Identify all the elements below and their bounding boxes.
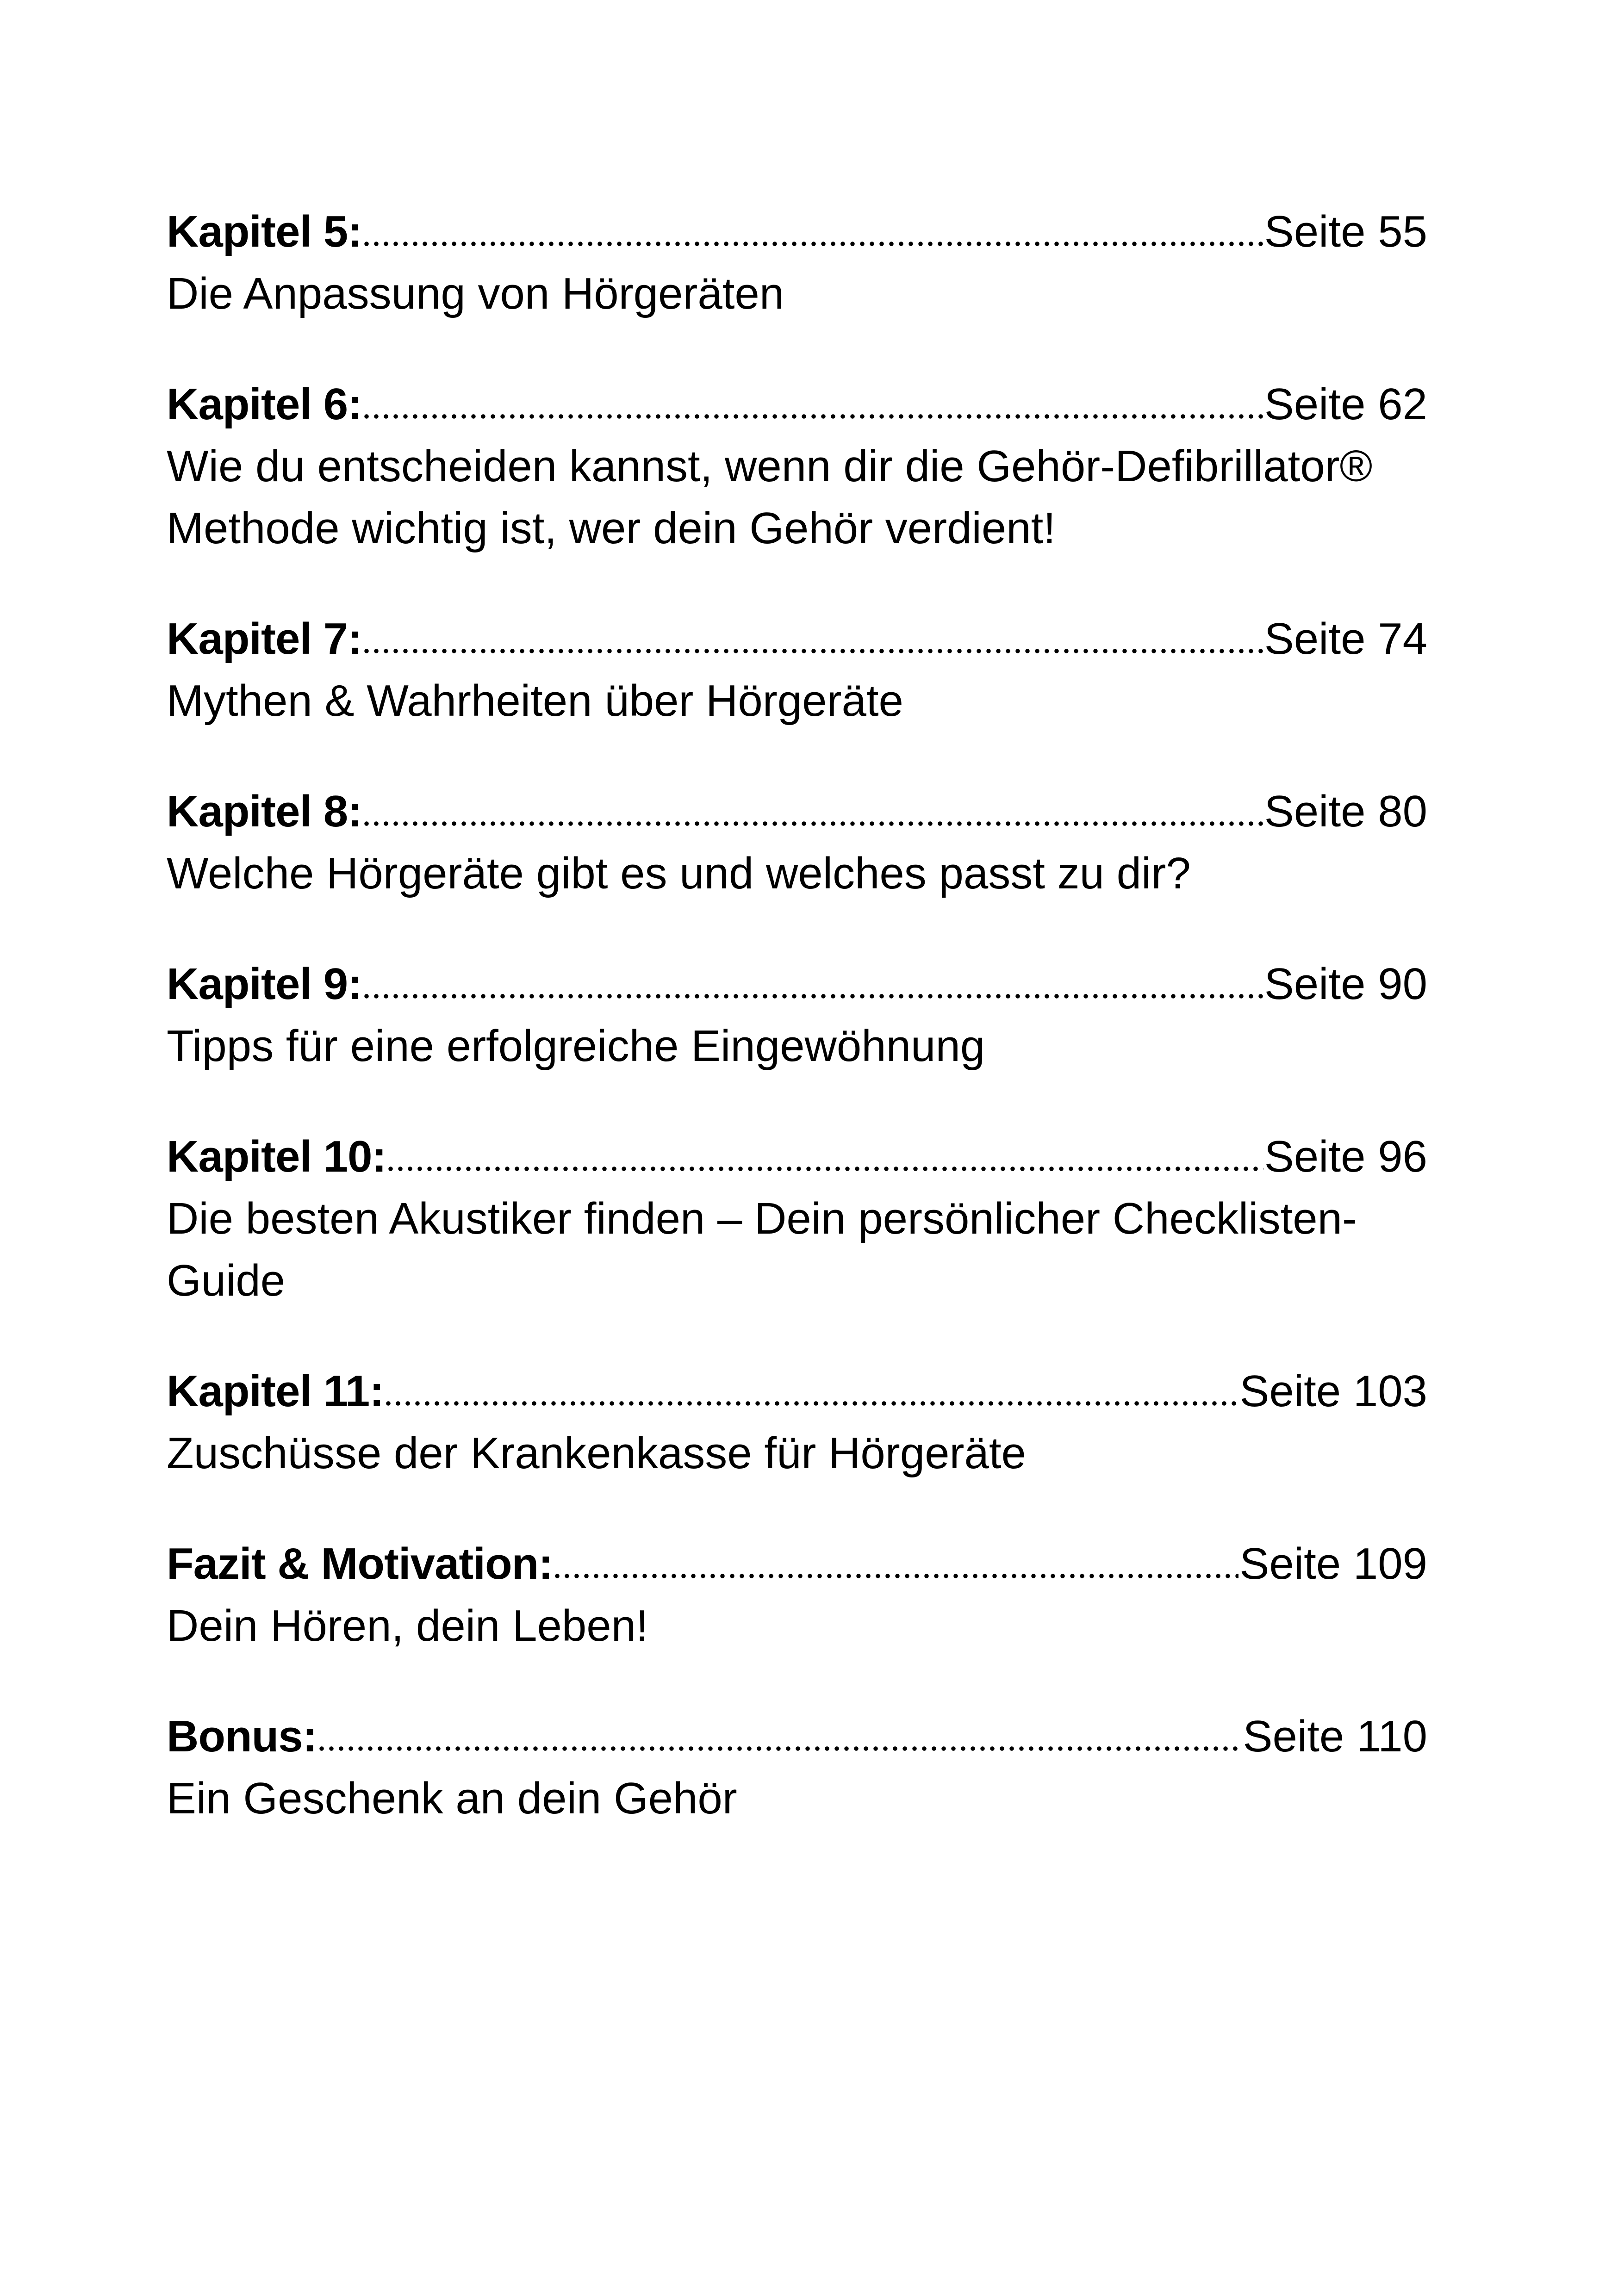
toc-entry	[167, 1126, 1427, 1312]
toc-entry-heading-row	[167, 781, 1427, 843]
subtitle-line: Zuschüsse der Krankenkasse für Hörgeräte	[167, 1428, 1026, 1478]
toc-entry-heading-row	[167, 1126, 1427, 1188]
subtitle-line: Mythen & Wahrheiten über Hörgeräte	[167, 676, 903, 726]
page-reference: Seite 55	[1264, 207, 1427, 256]
subtitle-line: Ein Geschenk an dein Gehör	[167, 1774, 737, 1823]
chapter-label: Kapitel 6:	[167, 379, 362, 429]
toc-entry	[167, 373, 1427, 559]
page-reference: Seite 90	[1264, 959, 1427, 1009]
toc-entry	[167, 781, 1427, 905]
page-reference: Seite 62	[1264, 379, 1427, 429]
page-reference: Seite 103	[1239, 1366, 1427, 1416]
chapter-label: Kapitel 5:	[167, 207, 362, 256]
page-reference: Seite 80	[1264, 787, 1427, 836]
chapter-label: Fazit & Motivation:	[167, 1539, 553, 1589]
page-reference: Seite 74	[1264, 614, 1427, 664]
toc-entry-heading-row	[167, 373, 1427, 435]
toc-entry	[167, 1533, 1427, 1657]
chapter-subtitle	[167, 1015, 1427, 1077]
toc-entry-heading-row	[167, 608, 1427, 670]
subtitle-line: Die Anpassung von Hörgeräten	[167, 269, 784, 318]
subtitle-line: Guide	[167, 1256, 286, 1305]
subtitle-line: Welche Hörgeräte gibt es und welches passt zu dir?	[167, 849, 1191, 898]
chapter-label: Kapitel 8:	[167, 787, 362, 836]
chapter-subtitle	[167, 263, 1427, 325]
chapter-label: Kapitel 9:	[167, 959, 362, 1009]
toc-entry-heading-row	[167, 201, 1427, 263]
toc-entry	[167, 1360, 1427, 1484]
chapter-label: Bonus:	[167, 1712, 317, 1761]
subtitle-line: Dein Hören, dein Leben!	[167, 1601, 648, 1651]
toc-entry	[167, 608, 1427, 732]
chapter-subtitle	[167, 843, 1427, 905]
chapter-subtitle	[167, 1422, 1427, 1484]
chapter-subtitle	[167, 1188, 1427, 1312]
toc-entry	[167, 953, 1427, 1077]
page-reference: Seite 96	[1264, 1132, 1427, 1181]
chapter-subtitle	[167, 1768, 1427, 1830]
table-of-contents	[167, 201, 1427, 1878]
subtitle-line: Wie du entscheiden kannst, wenn dir die Gehör-Defibrillator®	[167, 441, 1373, 491]
chapter-label: Kapitel 7:	[167, 614, 362, 664]
chapter-subtitle	[167, 435, 1427, 559]
toc-entry-heading-row	[167, 1706, 1427, 1768]
toc-entry-heading-row	[167, 953, 1427, 1015]
page-reference: Seite 110	[1243, 1712, 1427, 1761]
chapter-subtitle	[167, 1595, 1427, 1657]
toc-entry	[167, 201, 1427, 325]
page-reference: Seite 109	[1239, 1539, 1427, 1589]
toc-entry-heading-row	[167, 1533, 1427, 1595]
subtitle-line: Methode wichtig ist, wer dein Gehör verdient!	[167, 503, 1056, 553]
subtitle-line: Tipps für eine erfolgreiche Eingewöhnung	[167, 1021, 985, 1071]
chapter-label: Kapitel 11:	[167, 1366, 384, 1416]
chapter-label: Kapitel 10:	[167, 1132, 386, 1181]
toc-entry-heading-row	[167, 1360, 1427, 1422]
chapter-subtitle	[167, 670, 1427, 732]
subtitle-line: Die besten Akustiker finden – Dein persönlicher Checklisten-	[167, 1194, 1357, 1243]
toc-entry	[167, 1706, 1427, 1830]
